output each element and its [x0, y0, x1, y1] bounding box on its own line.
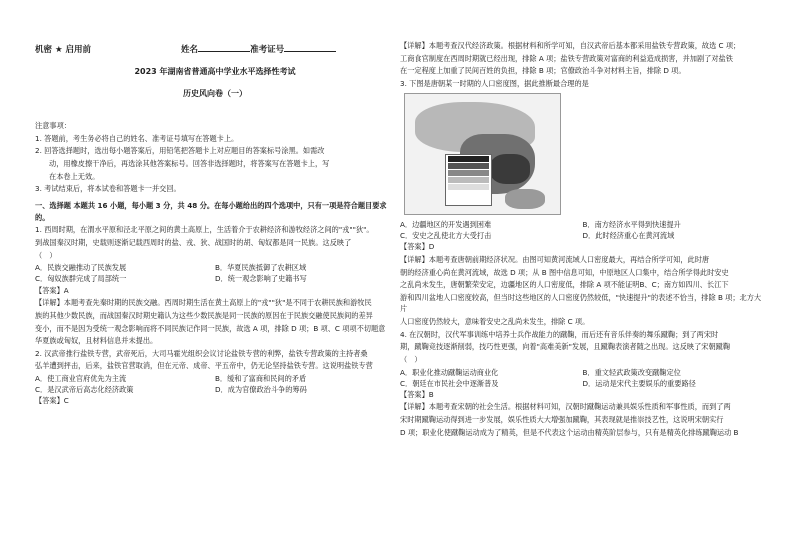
q2-detail-3: 在一定程度上加重了民间百姓的负担，排除 B 项；官僚政治斗争对材料主旨，排除 D 项。: [400, 66, 686, 76]
q2-detail-2: 工商食官制度在西周时期就已经出现，排除 A 项；盐铁专营政策对富商的利益造成损害，并加剧了对盐铁: [400, 53, 733, 63]
map-legend: [445, 154, 492, 206]
q3-detail-1: 【详解】本题考查唐朝前期经济状况。由图可知黄河流域人口密度最大，再结合所学可知，此时唐: [400, 255, 710, 265]
q1-option-b: B．华夏民族抵御了农耕区域: [215, 263, 307, 273]
q2-option-b: B．缓和了富商和民间的矛盾: [215, 374, 307, 384]
q1-option-a: A．民族交融推动了民族发展: [35, 263, 127, 273]
header-line: [35, 43, 395, 55]
q2-stem: 2. 汉武帝推行盐铁专营，武帝死后，大司马霍光组织会议讨论盐铁专营的利弊，盐铁专营政策的主持者桑: [35, 348, 368, 358]
q3-option-b: B．南方经济水平得到快速提升: [582, 220, 681, 230]
id-label: 准考证号: [250, 45, 285, 55]
note-3: 3. 考试结束后，将本试卷和答题卡一并交回。: [35, 184, 181, 194]
q4-option-d: D．运动是宋代主要娱乐的重要路径: [582, 378, 696, 388]
secret-label: 机密 ★ 启用前: [35, 45, 92, 55]
exam-title: 2023 年湖南省普通高中学业水平选择性考试: [134, 67, 296, 76]
q2-option-a: A．使工商业官府优先为主流: [35, 374, 127, 384]
q2-option-d: D．成为官僚政治斗争的筹码: [215, 385, 307, 395]
q3-option-a: A．边疆地区的开发遇到困难: [400, 220, 492, 230]
q1-stem-2: 到战国秦汉时期，史载则逐渐记载西周时的盐、戎、狄、战国时的胡、匈奴都是同一民族。这反映了: [35, 237, 352, 247]
exam-subtitle: 历史风向卷（一）: [183, 89, 247, 98]
q3-detail-5: 人口密度仍然较大，意味着安史之乱尚未发生，排除 C 项。: [400, 316, 590, 326]
q4-option-a: A．职业化推动蹴鞠运动商业化: [400, 367, 499, 377]
q3-answer: 【答案】D: [400, 242, 435, 252]
q4-stem: 4. 在汉朝时，汉代军事训练中培养士兵作战能力的蹴鞠，而后还有音乐伴奏的舞乐蹴鞠；到了两宋时: [400, 329, 719, 339]
q3-detail-2: 朝的经济重心尚在黄河流域，故选 D 项；从 B 图中信息可知，中原地区人口集中，结合所学得此时安史: [400, 267, 729, 277]
q4-stem-2: 期，蹴鞠竞技逐渐削弱，技巧性更强，向着"高难美新"发展，且蹴鞠表演者随之出现。这反映了宋朝蹴鞠: [400, 342, 731, 352]
map-region-south: [505, 189, 545, 209]
name-blank[interactable]: [198, 43, 250, 52]
q1-detail-4: 华夏族或匈奴，且材料信息并未提出。: [35, 336, 158, 346]
note-2: 2. 回答选择题时，选出每小题答案后，用铅笔把答题卡上对应题目的答案标号涂黑。如需改: [35, 146, 325, 156]
q2-option-c: C．是汉武帝后高志化经济政策: [35, 385, 134, 395]
q1-bracket: （ ）: [35, 250, 57, 260]
q2-answer: 【答案】C: [35, 396, 69, 406]
population-density-map: [404, 93, 561, 215]
note-2-end: 在本卷上无效。: [49, 171, 100, 181]
q4-bracket: （ ）: [400, 354, 422, 364]
q1-detail-2: 族的其他少数民族，而战国秦汉时期史籍认为这些少数民族是同一民族的原因在于民族交融使民族间的差异: [35, 310, 373, 320]
name-label: 姓名: [181, 45, 199, 55]
q2-stem-2: 弘羊遭到抨击，后来，盐铁官营取消，但在元帝、成帝、平五帝中，仍无论坚持盐铁专营。这说明盐铁专营: [35, 361, 373, 371]
q2-detail-1: 【详解】本题考查汉代经济政策。根据材料和所学可知，自汉武帝后基本都采用盐铁专营政策，故选 C 项；: [400, 41, 741, 50]
q1-detail-3: 变小，而不是因为受统一观念影响而将不同民族记作同一民族，故选 A 项，排除 D 项；B 项、C 项项不切题意: [35, 323, 386, 333]
right-column: [400, 40, 765, 439]
q4-answer: 【答案】B: [400, 389, 434, 399]
q1-option-d: D．统一观念影响了史籍书写: [215, 274, 307, 284]
q4-detail-2: 宋时期蹴鞠运动得到进一步发展，娱乐性质大大增强加蹴鞠，其表现就是推崇技艺性，这说明宋朝实行: [400, 415, 724, 425]
q3-detail-3: 之乱尚未发生，唐朝繁荣安定，边疆地区的人口密度低，排除 A 项不能证明B、C；南方如四川、长江下: [400, 280, 729, 290]
note-2-cont: 动，用橡皮擦干净后，再选涂其他答案标号。回答非选择题时，将答案写在答题卡上，写: [49, 158, 330, 168]
notes-heading: 注意事项：: [35, 121, 71, 130]
q1-stem: 1. 西周时期，在渭水平原和泾北平原之间的黄土高原上，生活着介于农耕经济和游牧经济之间的"戎""狄"。: [35, 225, 374, 235]
q1-answer: 【答案】A: [35, 285, 69, 295]
q1-option-c: C．匈奴族群完成了局部统一: [35, 274, 127, 284]
q1-detail-1: 【详解】本题考查先秦时期的民族交融。西周时期生活在黄土高原上的"戎""狄"是不同于农耕民族和游牧民: [35, 298, 372, 308]
map-region-dense: [490, 154, 530, 184]
q3-option-d: D．此时经济重心在黄河流域: [582, 231, 675, 241]
q4-detail-3: D 项；职业化使蹴鞠运动成为了精英，但是不代表这个运动由精英阶层参与，只有是精英化排练蹴鞠运动 B: [400, 427, 739, 437]
q4-detail-1: 【详解】本题考查宋朝的社会生活。根据材料可知，汉朝时蹴鞠运动兼具娱乐性质和军事性质，而到了两: [400, 402, 731, 412]
q3-option-c: C．安史之乱使北方大受打击: [400, 231, 492, 241]
section-heading: 一、选择题 本题共 16 小题，每小题 3 分，共 48 分。在每小题给出的四个选项中，只有一项是符合题目要求的。: [35, 201, 387, 222]
note-1: 1. 答题前，考生务必将自己的姓名、准考证号填写在答题卡上。: [35, 133, 239, 143]
q3-stem: 3. 下图是唐朝某一时期的人口密度图，据此推断最合理的是: [400, 78, 589, 88]
q3-detail-4: 游和四川盆地人口密度较高，但当时这些地区的人口密度仍然较低，"快速提升"的表述不恰当，排除 B 项；北方大片: [400, 293, 762, 314]
q4-option-b: B．重文轻武政策改变蹴鞠定位: [582, 367, 681, 377]
id-blank[interactable]: [284, 43, 336, 52]
left-column: [35, 120, 395, 408]
q4-option-c: C．朝廷在市民社会中逐渐普及: [400, 378, 499, 388]
